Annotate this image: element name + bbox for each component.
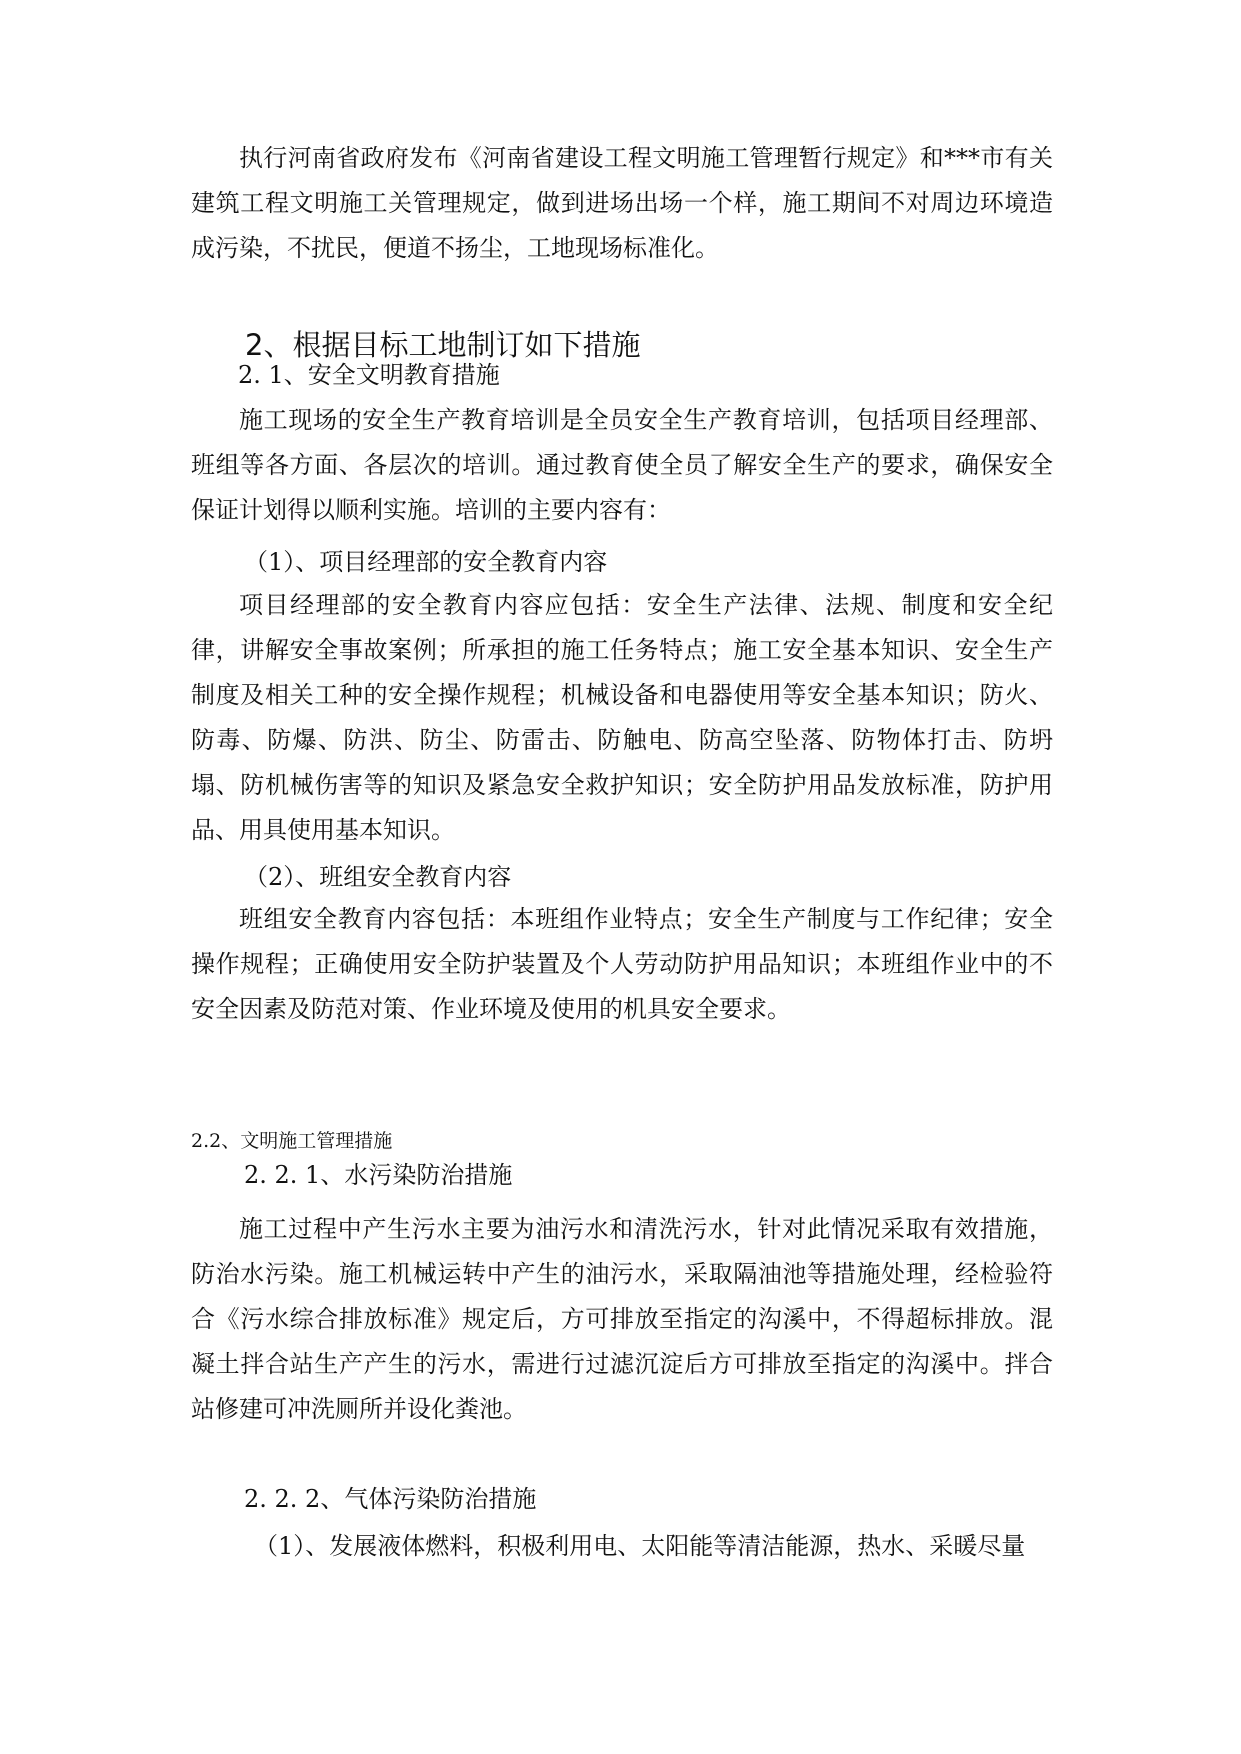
project-dept-paragraph: 项目经理部的安全教育内容应包括：安全生产法律、法规、制度和安全纪律，讲解安全事故案例；所承担的施工任务特点；施工安全基本知识、安全生产制度及相关工种的安全操作规程；机械设备和电器使用等安全基本知识；防火、防毒、防爆、防洪、防尘、防雷击、防触电、防高空坠落、防物体打击、防坍塌、防机械伤害等的知识及紧急安全救护知识；安全防护用品发放标准，防护用品、用具使用基本知识。 (191, 591, 1053, 844)
team-paragraph: 班组安全教育内容包括：本班组作业特点；安全生产制度与工作纪律；安全操作规程；正确使用安全防护装置及个人劳动防护用品知识；本班组作业中的不安全因素及防范对策、作业环境及使用的机具安全要求。 (191, 905, 1053, 1023)
intro-paragraph: 执行河南省政府发布《河南省建设工程文明施工管理暂行规定》和***市有关建筑工程文明施工关管理规定，做到进场出场一个样，施工期间不对周边环境造成污染，不扰民，便道不扬尘，工地现场标准化。 (191, 144, 1053, 262)
gas-pollution-item-1: （1）、发展液体燃料，积极利用电、太阳能等清洁能源，热水、采暖尽量 (254, 1532, 1026, 1560)
item-heading-2: （2）、班组安全教育内容 (244, 863, 512, 891)
item-heading-1: （1）、项目经理部的安全教育内容 (244, 548, 608, 576)
education-paragraph: 施工现场的安全生产教育培训是全员安全生产教育培训，包括项目经理部、班组等各方面、各层次的培训。通过教育使全员了解安全生产的要求，确保安全保证计划得以顺利实施。培训的主要内容有： (191, 406, 1053, 524)
water-pollution-paragraph: 施工过程中产生污水主要为油污水和清洗污水，针对此情况采取有效措施，防治水污染。施工机械运转中产生的油污水，采取隔油池等措施处理，经检验符合《污水综合排放标准》规定后，方可排放至指定的沟溪中，不得超标排放。混凝土拌合站生产产生的污水，需进行过滤沉淀后方可排放至指定的沟溪中。拌合站修建可冲洗厕所并设化粪池。 (191, 1215, 1053, 1423)
subsection-heading-2-1: 2. 1、安全文明教育措施 (238, 361, 500, 389)
subsection-heading-2-2: 2.2、文明施工管理措施 (191, 1130, 393, 1152)
subsection-heading-2-2-2: 2. 2. 2、气体污染防治措施 (244, 1485, 537, 1513)
section-heading-2: 2、根据目标工地制订如下措施 (245, 328, 641, 362)
subsection-heading-2-2-1: 2. 2. 1、水污染防治措施 (244, 1161, 513, 1189)
